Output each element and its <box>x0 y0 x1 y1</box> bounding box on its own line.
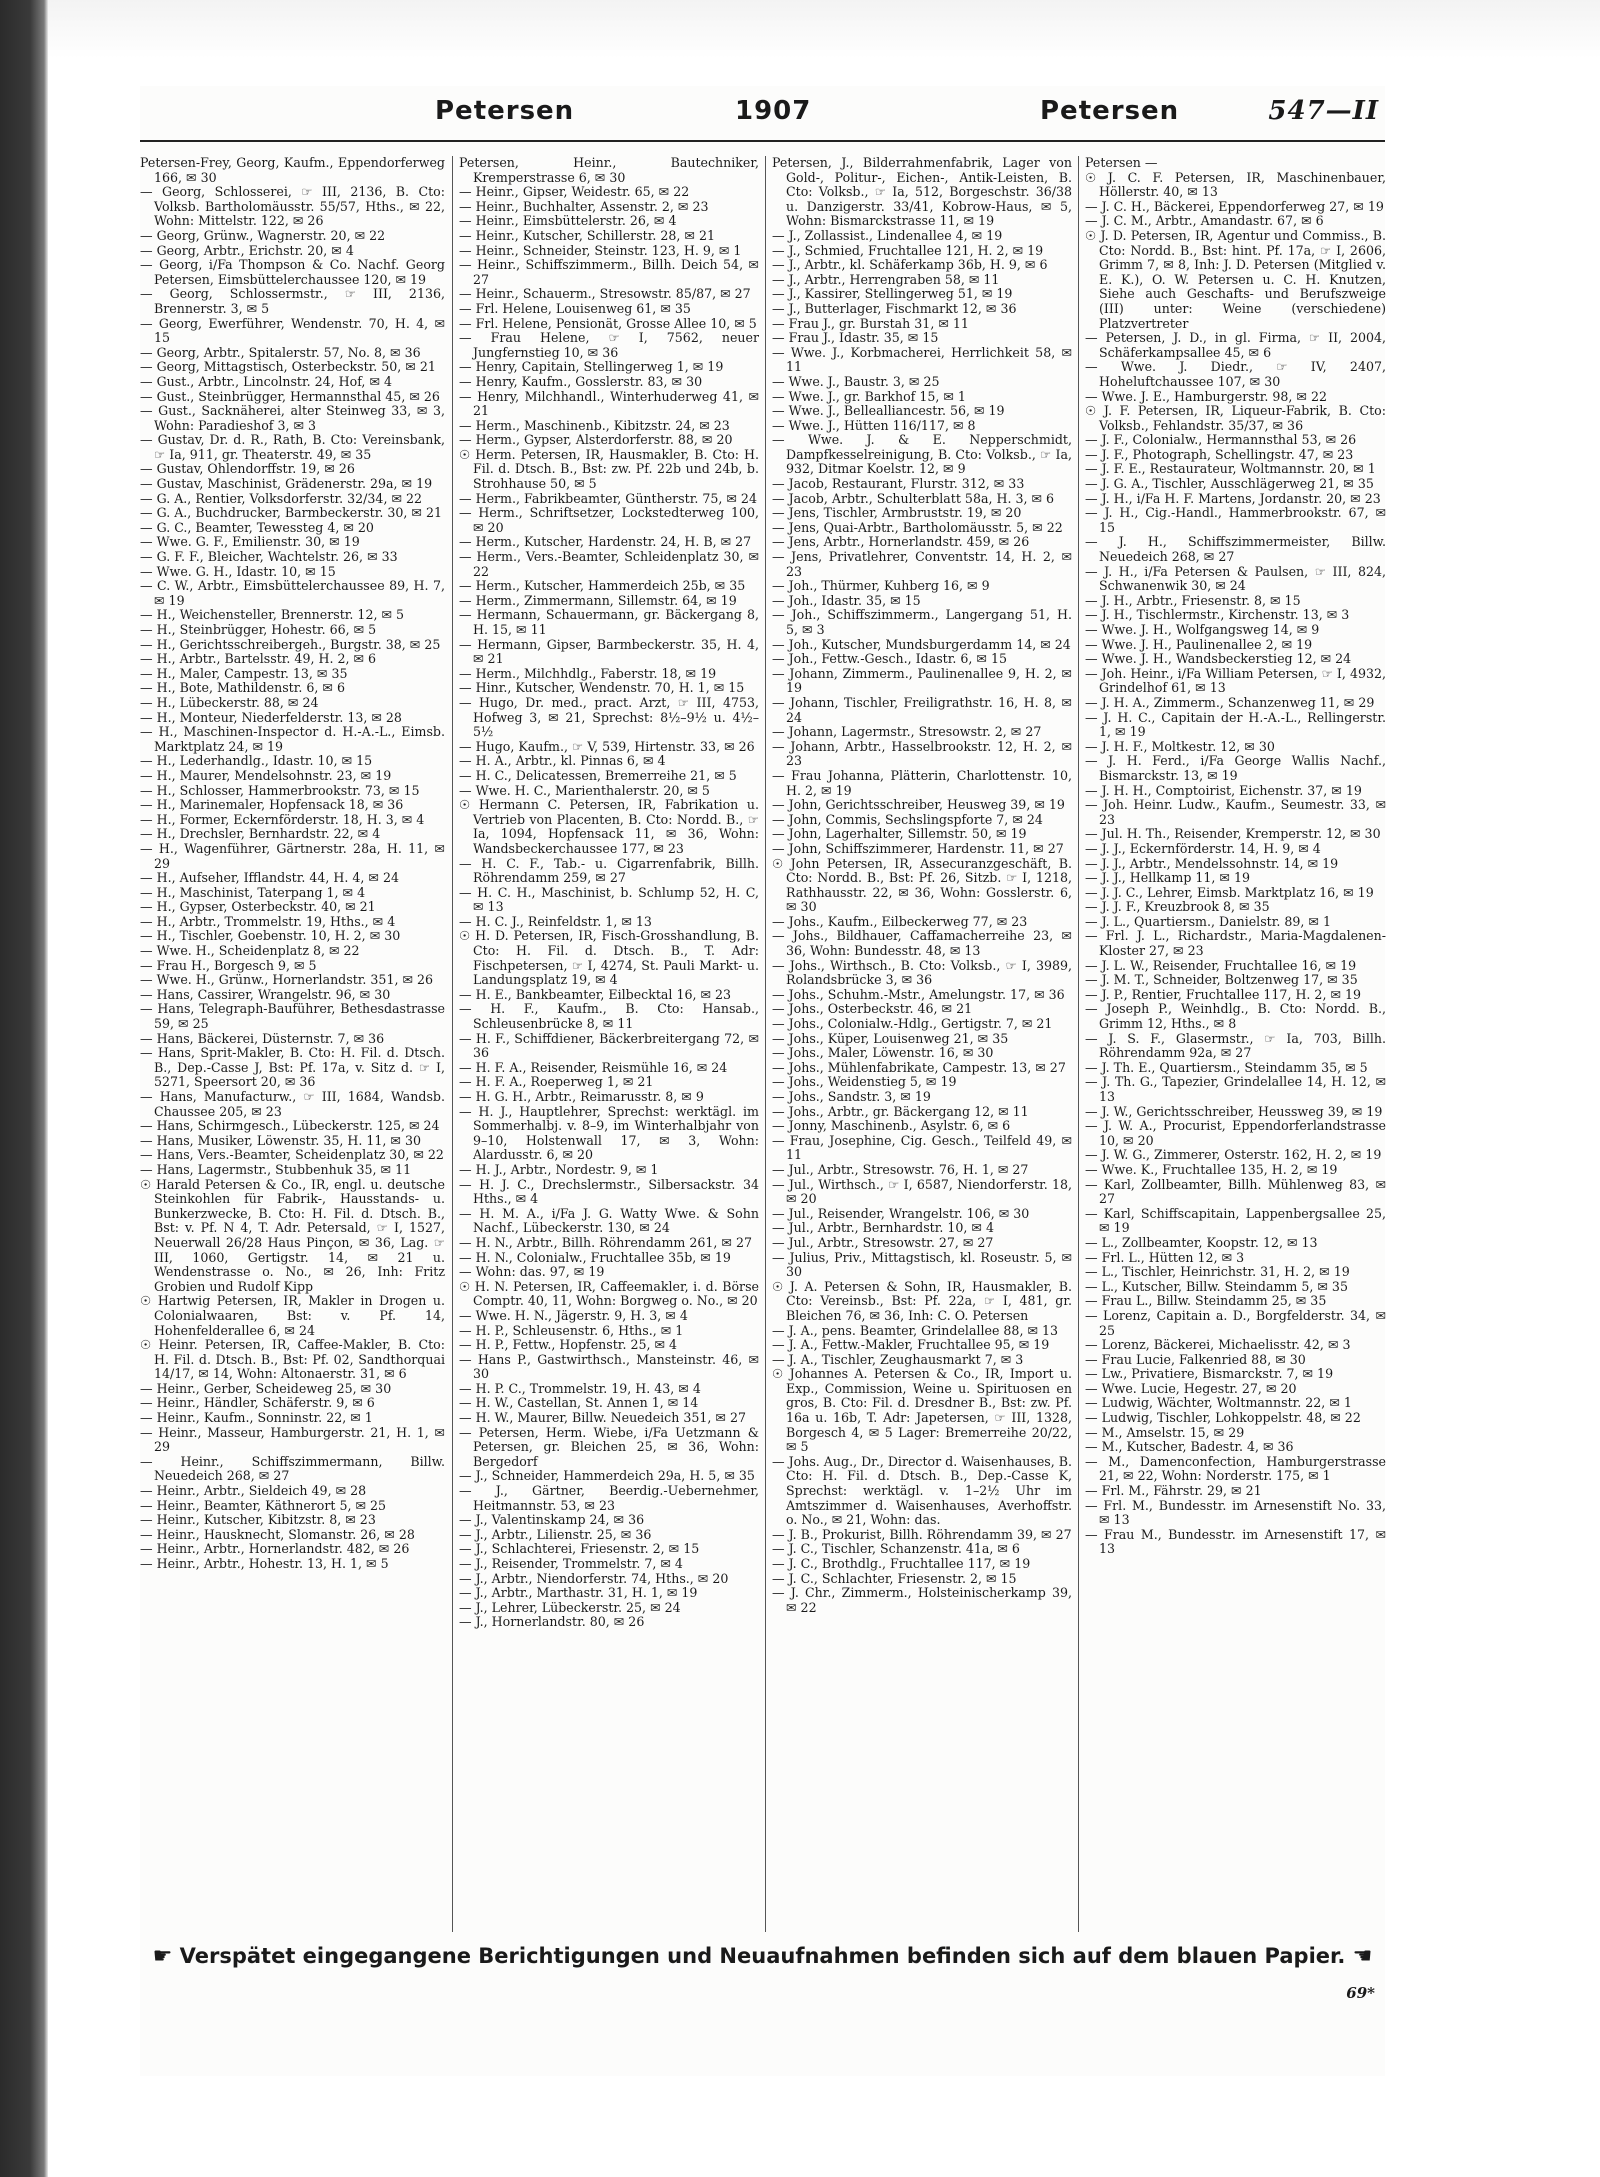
directory-entry: — Hans, Vers.-Beamter, Scheidenplatz 30, ✉ 22 <box>140 1147 444 1163</box>
directory-entry: — Johs., Schuhm.-Mstr., Amelungstr. 17, ✉ 36 <box>772 986 1065 1002</box>
directory-entry: — Gustav, Ohlendorffstr. 19, ✉ 26 <box>140 461 355 477</box>
directory-entry: — H. N., Arbtr., Billh. Röhrendamm 261, ✉ 27 <box>459 1234 752 1250</box>
directory-entry: — Joh., Thürmer, Kuhberg 16, ✉ 9 <box>772 578 990 594</box>
directory-entry: — Heinr., Händler, Schäferstr. 9, ✉ 6 <box>140 1395 375 1411</box>
directory-entry: — Herm., Kutscher, Hammerdeich 25b, ✉ 35 <box>459 578 746 594</box>
directory-entry: — J. H. F., Moltkestr. 12, ✉ 30 <box>1085 738 1275 754</box>
directory-entry: — J. W. A., Procurist, Eppendorferlandstrasse 10, ✉ 20 <box>1085 1118 1386 1148</box>
directory-entry: — J. W. G., Zimmerer, Osterstr. 162, H. 2, ✉ 19 <box>1085 1147 1382 1163</box>
directory-entry: — Georg, i/Fa Thompson & Co. Nachf. Georg Petersen, Eimsbüttelerchaussee 120, ✉ 19 <box>140 257 445 287</box>
column-head-entry: Petersen — <box>1085 156 1158 170</box>
directory-entry: — Georg, Ewerführer, Wendenstr. 70, H. 4, ✉ 15 <box>140 315 445 346</box>
directory-entry: — Wwe. H., Scheidenplatz 8, ✉ 22 <box>140 943 360 959</box>
directory-entry: — J. L., Quartiersm., Danielstr. 89, ✉ 1 <box>1085 913 1331 929</box>
directory-column-4 <box>1078 156 1386 1932</box>
directory-entry: — Wwe. K., Fruchtallee 135, H. 2, ✉ 19 <box>1085 1161 1338 1177</box>
directory-entry: — Joh., Fettw.-Gesch., Idastr. 6, ✉ 15 <box>772 651 1007 667</box>
directory-entry: — H. J., Arbtr., Nordestr. 9, ✉ 1 <box>459 1161 659 1177</box>
directory-entry: — Heinr., Schauerm., Stresowstr. 85/87, ✉ 27 <box>459 286 751 302</box>
directory-entry: — Frau M., Bundesstr. im Arnesenstift 17, ✉ 13 <box>1085 1526 1386 1557</box>
directory-entry: — Georg, Mittagstisch, Osterbeckstr. 50, ✉ 21 <box>140 359 436 375</box>
directory-entry: — Hinr., Kutscher, Wendenstr. 70, H. 1, ✉ 15 <box>459 680 745 696</box>
directory-entry: — Jens, Tischler, Armbruststr. 19, ✉ 20 <box>772 505 1022 521</box>
directory-entry: ☉ J. F. Petersen, IR, Liqueur-Fabrik, B. Cto: Volksb., Fehlandstr. 35/37, ✉ 36 <box>1085 403 1386 433</box>
directory-entry: — G. A., Buchdrucker, Barmbeckerstr. 30, ✉ 21 <box>140 505 442 521</box>
directory-entry: — Heinr., Arbtr., Hornerlandstr. 482, ✉ 26 <box>140 1541 410 1557</box>
directory-column-1 <box>140 156 445 1932</box>
directory-entry: — Johs., Mühlenfabrikate, Campestr. 13, ✉ 27 <box>772 1059 1066 1075</box>
column-head-entry: Petersen-Frey, Georg, Kaufm., Eppendorferweg 166, ✉ 30 <box>140 156 445 185</box>
directory-entry: — John, Gerichtsschreiber, Heusweg 39, ✉ 19 <box>772 797 1065 813</box>
directory-entry: — Georg, Arbtr., Erichstr. 20, ✉ 4 <box>140 242 354 258</box>
directory-entry: — H. P., Schleusenstr. 6, Hths., ✉ 1 <box>459 1322 684 1338</box>
directory-entry: — Heinr., Kutscher, Schillerstr. 28, ✉ 21 <box>459 227 715 243</box>
directory-entry: — H. P. C., Trommelstr. 19, H. 43, ✉ 4 <box>459 1380 701 1396</box>
directory-column-2 <box>452 156 759 1932</box>
directory-entry: — J. H., Arbtr., Friesenstr. 8, ✉ 15 <box>1085 592 1301 608</box>
directory-entry: — Frau J., gr. Burstah 31, ✉ 11 <box>772 315 969 331</box>
directory-entry: — Johs., Wirthsch., B. Cto: Volksb., ☞ I, 3989, Rolandsbrücke 3, ✉ 36 <box>772 957 1072 988</box>
directory-entry: — Frau Johanna, Plätterin, Charlottenstr. 10, H. 2, ✉ 19 <box>772 767 1072 798</box>
directory-entry: — Lw., Privatiere, Bismarckstr. 7, ✉ 19 <box>1085 1366 1334 1382</box>
directory-entry: — J. J., Hellkamp 11, ✉ 19 <box>1085 870 1251 886</box>
directory-entry: — Wwe. J. H., Wandsbeckerstieg 12, ✉ 24 <box>1085 651 1352 667</box>
directory-entry: — H. E., Bankbeamter, Eilbecktal 16, ✉ 23 <box>459 986 732 1002</box>
directory-entry: — J. H., Schiffszimmermeister, Billw. Neuedeich 268, ✉ 27 <box>1085 534 1386 565</box>
directory-entry: — H. F. A., Reisender, Reismühle 16, ✉ 24 <box>459 1059 728 1075</box>
directory-entry: — Lorenz, Capitain a. D., Borgfelderstr. 34, ✉ 25 <box>1085 1307 1386 1338</box>
directory-entry: — Heinr., Gerber, Scheideweg 25, ✉ 30 <box>140 1380 392 1396</box>
directory-entry: — Georg, Grünw., Wagnerstr. 20, ✉ 22 <box>140 227 386 243</box>
directory-entry: — Johann, Zimmerm., Paulinenallee 9, H. 2, ✉ 19 <box>772 665 1072 696</box>
directory-entry: — Hugo, Kaufm., ☞ V, 539, Hirtenstr. 33, ✉ 26 <box>459 738 755 754</box>
pointing-hand-icon: ☛ <box>152 1944 173 1969</box>
directory-entry: — J., Lehrer, Lübeckerstr. 25, ✉ 24 <box>459 1599 681 1615</box>
directory-entry: — Herm., Zimmermann, Sillemstr. 64, ✉ 19 <box>459 592 737 608</box>
directory-entry: — J., Hornerlandstr. 80, ✉ 26 <box>459 1614 645 1630</box>
directory-entry: — Herm., Fabrikbeamter, Güntherstr. 75, ✉ 24 <box>459 490 757 506</box>
directory-entry: — Johs., Bildhauer, Caffamacherreihe 23, ✉ 36, Wohn: Bundesstr. 48, ✉ 13 <box>772 928 1072 959</box>
directory-entry: — Petersen, J. D., in gl. Firma, ☞ II, 2004, Schäferkampsallee 45, ✉ 6 <box>1085 330 1386 360</box>
directory-entry: — Wwe. J., Bellealliancestr. 56, ✉ 19 <box>772 403 1005 419</box>
directory-entry: — Herm., Kutscher, Hardenstr. 24, H. B, ✉ 27 <box>459 534 752 550</box>
directory-entry: — Jul. H. Th., Reisender, Kremperstr. 12, ✉ 30 <box>1085 826 1381 842</box>
directory-entry: ☉ J. D. Petersen, IR, Agentur und Commiss., B. Cto: Nordd. B., Bst: hint. Pf. 17a, ☞ I, 2606, Grimm 7, ✉ 8, Inh: J. D. Petersen (Mitglied v. E. K.), O. W. Petersen u. C. H. Knutzen, Siehe auch Geschafts- und Berufszweige (III) unter: Weine (verschiedene) Platzvertreter <box>1085 227 1386 331</box>
directory-entry: — J., Arbtr., Lilienstr. 25, ✉ 36 <box>459 1526 652 1542</box>
directory-entry: — H., Arbtr., Trommelstr. 19, Hths., ✉ 4 <box>140 913 396 929</box>
directory-entry: — Wwe. J. H., Wolfgangsweg 14, ✉ 9 <box>1085 622 1320 637</box>
directory-entry: — Johann, Arbtr., Hasselbrookstr. 12, H. 2, ✉ 23 <box>772 738 1072 769</box>
directory-entry: — Johs., Osterbeckstr. 46, ✉ 21 <box>772 1001 973 1017</box>
directory-entry: — Jens, Quai-Arbtr., Bartholomäusstr. 5, ✉ 22 <box>772 519 1063 535</box>
directory-entry: — Wwe. J., Hütten 116/117, ✉ 8 <box>772 417 976 433</box>
directory-entry: — Wwe. J., Baustr. 3, ✉ 25 <box>772 373 940 389</box>
directory-entry: — Heinr., Gipser, Weidestr. 65, ✉ 22 <box>459 184 690 200</box>
directory-entry: — Jul., Arbtr., Stresowstr. 76, H. 1, ✉ 27 <box>772 1161 1029 1177</box>
header-right-name: Petersen <box>1040 96 1180 126</box>
directory-entry: — G. C., Beamter, Tewessteg 4, ✉ 20 <box>140 519 374 535</box>
directory-entry: — H. M. A., i/Fa J. G. Watty Wwe. & Sohn Nachf., Lübeckerstr. 130, ✉ 24 <box>459 1205 759 1236</box>
directory-entry: — Herm., Milchhdlg., Faberstr. 18, ✉ 19 <box>459 665 717 681</box>
directory-columns <box>140 156 1385 1932</box>
directory-entry: — Henry, Capitain, Stellingerweg 1, ✉ 19 <box>459 359 724 375</box>
directory-entry: — J. F., Photograph, Schellingstr. 47, ✉ 23 <box>1085 446 1354 462</box>
directory-entry: — Frl. M., Bundesstr. im Arnesenstift No. 33, ✉ 13 <box>1085 1497 1386 1528</box>
directory-entry: — H. C. J., Reinfeldstr. 1, ✉ 13 <box>459 913 652 929</box>
directory-entry: — Wwe. J. E., Hamburgerstr. 98, ✉ 22 <box>1085 388 1327 404</box>
directory-entry: — Johs., Küper, Louisenweg 21, ✉ 35 <box>772 1030 1009 1046</box>
directory-entry: — Georg, Arbtr., Spitalerstr. 57, No. 8, ✉ 36 <box>140 344 421 360</box>
directory-entry: — Heinr., Schiffszimmermann, Billw. Neuedeich 268, ✉ 27 <box>140 1453 445 1484</box>
directory-entry: — Heinr., Schneider, Steinstr. 123, H. 9, ✉ 1 <box>459 242 742 258</box>
directory-entry: — J., Arbtr., kl. Schäferkamp 36b, H. 9, ✉ 6 <box>772 257 1048 273</box>
directory-entry: — Georg, Schlossermstr., ☞ III, 2136, Brennerstr. 3, ✉ 5 <box>140 286 445 316</box>
directory-entry: — Frau, Josephine, Cig. Gesch., Teilfeld 49, ✉ 11 <box>772 1132 1072 1163</box>
directory-entry: — Heinr., Buchhalter, Assenstr. 2, ✉ 23 <box>459 198 709 214</box>
directory-entry: — J., Butterlager, Fischmarkt 12, ✉ 36 <box>772 300 1017 316</box>
directory-entry: — J. H. C., Capitain der H.-A.-L., Rellingerstr. 1, ✉ 19 <box>1085 709 1386 740</box>
directory-entry: — H., Maler, Campestr. 13, ✉ 35 <box>140 665 348 681</box>
directory-entry: — Wwe. J., Korbmacherei, Herrlichkeit 58, ✉ 11 <box>772 344 1072 375</box>
directory-entry: — J. J., Arbtr., Mendelssohnstr. 14, ✉ 19 <box>1085 855 1339 871</box>
directory-entry: — Heinr., Kutscher, Kibitzstr. 8, ✉ 23 <box>140 1512 376 1528</box>
directory-entry: — H., Bote, Mathildenstr. 6, ✉ 6 <box>140 680 345 696</box>
directory-entry: ☉ Heinr. Petersen, IR, Caffee-Makler, B. Cto: H. Fil. d. Dtsch. B., Bst: Pf. 02, Sandthorquai 14/17, ✉ 14, Wohn: Altonaerstr. 31, ✉ 6 <box>140 1337 445 1382</box>
directory-entry: — H., Maschinist, Taterpang 1, ✉ 4 <box>140 884 366 900</box>
directory-entry: ☉ J. C. F. Petersen, IR, Maschinenbauer, Höllerstr. 40, ✉ 13 <box>1085 169 1386 200</box>
directory-entry: — Frau J., Idastr. 35, ✉ 15 <box>772 330 939 346</box>
directory-entry: ☉ H. D. Petersen, IR, Fisch-Grosshandlung, B. Cto: H. Fil. d. Dtsch. B., T. Adr: Fischpetersen, ☞ I, 4274, St. Pauli Markt- u. Landungsplatz 19, ✉ 4 <box>459 928 759 988</box>
directory-entry: — J. M. T., Schneider, Boltzenweg 17, ✉ 35 <box>1085 972 1358 988</box>
directory-entry: — Wwe. H., Grünw., Hornerlandstr. 351, ✉ 26 <box>140 972 434 988</box>
directory-entry: — M., Kutscher, Badestr. 4, ✉ 36 <box>1085 1439 1294 1455</box>
directory-entry: — H., Schlosser, Hammerbrookstr. 73, ✉ 15 <box>140 782 420 798</box>
directory-entry: — Henry, Kaufm., Gosslerstr. 83, ✉ 30 <box>459 373 703 389</box>
directory-entry: — H. F., Schiffdiener, Bäckerbreitergang 72, ✉ 36 <box>459 1030 759 1061</box>
directory-entry: — Petersen, Herm. Wiebe, i/Fa Uetzmann & Petersen, gr. Bleichen 25, ✉ 36, Wohn: Bergedorf <box>459 1424 759 1469</box>
directory-entry: — Joh. Heinr. Ludw., Kaufm., Seumestr. 33, ✉ 23 <box>1085 797 1386 827</box>
directory-entry: — John, Commis, Sechslingspforte 7, ✉ 24 <box>772 811 1043 827</box>
directory-entry: — L., Zollbeamter, Koopstr. 12, ✉ 13 <box>1085 1234 1318 1250</box>
directory-entry: — C. W., Arbtr., Eimsbüttelerchaussee 89, H. 7, ✉ 19 <box>140 578 445 608</box>
directory-entry: — G. F. F., Bleicher, Wachtelstr. 26, ✉ 33 <box>140 549 398 565</box>
directory-entry: — J. C., Brothdlg., Fruchtallee 117, ✉ 19 <box>772 1556 1031 1571</box>
directory-entry: — Wwe. J., gr. Barkhof 15, ✉ 1 <box>772 388 966 404</box>
directory-entry: — Johs., Colonialw.-Hdlg., Gertigstr. 7, ✉ 21 <box>772 1016 1053 1032</box>
directory-entry: — Herm., Gypser, Alsterdorferstr. 88, ✉ 20 <box>459 432 733 448</box>
directory-entry: — J., Reisender, Trommelstr. 7, ✉ 4 <box>459 1556 683 1571</box>
directory-entry: — Joseph P., Weinhdlg., B. Cto: Nordd. B., Grimm 12, Hths., ✉ 8 <box>1085 1001 1386 1032</box>
header-page-number: 547—II <box>1268 96 1379 126</box>
directory-entry: — Frl. L., Hütten 12, ✉ 3 <box>1085 1249 1245 1265</box>
directory-entry: — Hans, Schirmgesch., Lübeckerstr. 125, ✉ 24 <box>140 1118 440 1134</box>
directory-entry: — Frl. M., Fährstr. 29, ✉ 21 <box>1085 1483 1262 1499</box>
directory-entry: — Wwe. J. & E. Nepperschmidt, Dampfkesselreinigung, B. Cto: Volksb., ☞ Ia, 932, Ditmar Koelstr. 12, ✉ 9 <box>772 432 1072 477</box>
directory-entry: — Hans, Telegraph-Bauführer, Bethesdastrasse 59, ✉ 25 <box>140 1001 445 1032</box>
directory-entry: — H., Maurer, Mendelsohnstr. 23, ✉ 19 <box>140 767 392 783</box>
directory-entry: — Hermann, Schauermann, gr. Bäckergang 8, H. 15, ✉ 11 <box>459 607 759 637</box>
directory-page <box>140 86 1385 2076</box>
directory-entry: — Heinr., Schiffszimmerm., Billh. Deich 54, ✉ 27 <box>459 257 759 287</box>
directory-entry: — Jens, Privatlehrer, Conventstr. 14, H. 2, ✉ 23 <box>772 549 1072 579</box>
directory-entry: — Gust., Steinbrügger, Hermannsthal 45, ✉ 26 <box>140 388 440 404</box>
directory-entry: — H., Weichensteller, Brennerstr. 12, ✉ 5 <box>140 607 405 623</box>
directory-entry: — Joh. Heinr., i/Fa William Petersen, ☞ I, 4932, Grindelhof 61, ✉ 13 <box>1085 665 1386 696</box>
directory-entry: — H., Monteur, Niederfelderstr. 13, ✉ 28 <box>140 709 402 725</box>
directory-column-3 <box>765 156 1072 1932</box>
directory-entry: — Jens, Arbtr., Hornerlandstr. 459, ✉ 26 <box>772 534 1030 550</box>
directory-entry: — J. H. A., Zimmerm., Schanzenweg 11, ✉ 29 <box>1085 694 1375 710</box>
directory-entry: — H. W., Maurer, Billw. Neuedeich 351, ✉ 27 <box>459 1410 746 1426</box>
directory-entry: — Johs. Aug., Dr., Director d. Waisenhauses, B. Cto: H. Fil. d. Dtsch. B., Dep.-Casse K, Sprechst: werktägl. v. 1–2½ Uhr im Amtszimmer d. Waisenhauses, Averhoffstr. o. No., ✉ 21, Wohn: das. <box>772 1453 1072 1528</box>
column-head-entry: Petersen, Heinr., Bautechniker, Kremperstrasse 6, ✉ 30 <box>459 156 759 185</box>
directory-entry: — Johs., Arbtr., gr. Bäckergang 12, ✉ 11 <box>772 1103 1029 1119</box>
directory-entry: — Hans, Musiker, Löwenstr. 35, H. 11, ✉ 30 <box>140 1132 421 1148</box>
directory-entry: — Heinr., Arbtr., Hohestr. 13, H. 1, ✉ 5 <box>140 1556 389 1571</box>
directory-entry: — J. A., Fettw.-Makler, Fruchtallee 95, ✉ 19 <box>772 1337 1050 1353</box>
directory-entry: — Wohn: das. 97, ✉ 19 <box>459 1264 605 1280</box>
directory-entry: — J. H., i/Fa H. F. Martens, Jordanstr. 20, ✉ 23 <box>1085 490 1381 506</box>
directory-entry: — Henry, Milchhandl., Winterhuderweg 41, ✉ 21 <box>459 388 759 419</box>
directory-entry: — Joh., Kutscher, Mundsburgerdamm 14, ✉ 24 <box>772 636 1071 652</box>
directory-entry: — H. N., Colonialw., Fruchtallee 35b, ✉ 19 <box>459 1249 731 1265</box>
directory-entry: — Heinr., Kaufm., Sonninstr. 22, ✉ 1 <box>140 1410 373 1426</box>
directory-entry: ☉ Harald Petersen & Co., IR, engl. u. deutsche Steinkohlen für Fabrik-, Hausstands- u. Bunkerzwecke, B. Cto: H. Fil. d. Dtsch. B., Bst: v. Pf. N 4, T. Adr. Petersald, ☞ I, 1527, Neuerwall 26/28 Haus Pinçon, ✉ 36, Lag. ☞ III, 1060, Gertigstr. 14, ✉ 21 u. Wendenstrasse o. No., ✉ 26, Inh: Fritz Grobien und Rudolf Kipp <box>140 1176 445 1294</box>
directory-entry: — Gustav, Maschinist, Grädenerstr. 29a, ✉ 19 <box>140 476 433 492</box>
directory-entry: — H., Wagenführer, Gärtnerstr. 28a, H. 11, ✉ 29 <box>140 840 445 871</box>
directory-entry: — H., Drechsler, Bernhardstr. 22, ✉ 4 <box>140 826 381 842</box>
directory-entry: — J. H., i/Fa Petersen & Paulsen, ☞ III, 824, Schwanenwik 30, ✉ 24 <box>1085 563 1386 594</box>
header-left-name: Petersen <box>435 96 575 126</box>
directory-entry: — Wwe. J. H., Paulinenallee 2, ✉ 19 <box>1085 636 1313 652</box>
directory-entry: — Georg, Schlosserei, ☞ III, 2136, B. Cto: Volksb. Bartholomäusstr. 55/57, Hths., ✉ 22, Wohn: Mittelstr. 122, ✉ 26 <box>140 184 445 229</box>
directory-entry: — J. Chr., Zimmerm., Holsteinischerkamp 39, ✉ 22 <box>772 1585 1072 1615</box>
directory-entry: — J. Th. E., Quartiersm., Steindamm 35, ✉ 5 <box>1085 1059 1368 1075</box>
directory-entry: — J. A., pens. Beamter, Grindelallee 88, ✉ 13 <box>772 1322 1059 1338</box>
directory-entry: — J. L. W., Reisender, Fruchtallee 16, ✉ 19 <box>1085 957 1357 973</box>
directory-entry: — Wwe. G. H., Idastr. 10, ✉ 15 <box>140 563 336 579</box>
directory-entry: — H. C. H., Maschinist, b. Schlump 52, H. C, ✉ 13 <box>459 884 759 915</box>
directory-entry: ☉ Herm. Petersen, IR, Hausmakler, B. Cto: H. Fil. d. Dtsch. B., Bst: zw. Pf. 22b und 24b, b. Strohhause 50, ✉ 5 <box>459 446 759 492</box>
directory-entry: ☉ Hartwig Petersen, IR, Makler in Drogen u. Colonialwaaren, Bst: v. Pf. 14, Hohenfelderallee 6, ✉ 24 <box>140 1293 445 1338</box>
directory-entry: — Johs., Kaufm., Eilbeckerweg 77, ✉ 23 <box>772 913 1028 929</box>
directory-entry: — J., Schneider, Hammerdeich 29a, H. 5, ✉ 35 <box>459 1468 755 1484</box>
directory-entry: — H., Former, Eckernförderstr. 18, H. 3, ✉ 4 <box>140 811 425 827</box>
directory-entry: — L., Kutscher, Billw. Steindamm 5, ✉ 35 <box>1085 1278 1348 1294</box>
directory-entry: — J. H., Cig.-Handl., Hammerbrookstr. 67, ✉ 15 <box>1085 505 1386 535</box>
directory-entry: — H., Gypser, Osterbeckstr. 40, ✉ 21 <box>140 899 376 915</box>
directory-entry: — Jacob, Restaurant, Flurstr. 312, ✉ 33 <box>772 476 1025 492</box>
directory-entry: — H., Arbtr., Bartelsstr. 49, H. 2, ✉ 6 <box>140 651 377 667</box>
directory-entry: — Frau Lucie, Falkenried 88, ✉ 30 <box>1085 1351 1306 1367</box>
directory-entry: — J. W., Gerichtsschreiber, Heussweg 39, ✉ 19 <box>1085 1103 1383 1119</box>
header-year: 1907 <box>735 96 812 126</box>
directory-entry: — J., Arbtr., Niendorferstr. 74, Hths., ✉ 20 <box>459 1570 729 1586</box>
directory-entry: — J., Valentinskamp 24, ✉ 36 <box>459 1512 645 1528</box>
directory-entry: — H., Lederhandlg., Idastr. 10, ✉ 15 <box>140 753 373 769</box>
directory-entry: — J. C. H., Bäckerei, Eppendorferweg 27, ✉ 19 <box>1085 198 1384 214</box>
directory-entry: — G. A., Rentier, Volksdorferstr. 32/34, ✉ 22 <box>140 490 423 506</box>
pointing-hand-left-icon: ☚ <box>1352 1944 1373 1969</box>
directory-entry: — H. A., Arbtr., kl. Pinnas 6, ✉ 4 <box>459 753 666 769</box>
directory-entry: — Johann, Tischler, Freiligrathstr. 16, H. 8, ✉ 24 <box>772 694 1072 725</box>
directory-entry: — Jul., Arbtr., Bernhardstr. 10, ✉ 4 <box>772 1220 994 1236</box>
directory-entry: — J. F., Colonialw., Hermannsthal 53, ✉ 26 <box>1085 432 1357 448</box>
directory-entry: — Jul., Wirthsch., ☞ I, 6587, Niendorferstr. 18, ✉ 20 <box>772 1176 1072 1207</box>
directory-entry: — L., Tischler, Heinrichstr. 31, H. 2, ✉ 19 <box>1085 1264 1350 1280</box>
directory-entry: — Hans, Sprit-Makler, B. Cto: H. Fil. d. Dtsch. B., Dep.-Casse J, Bst: Pf. 17a, v. Sitz d. ☞ I, 5271, Speersort 20, ✉ 36 <box>140 1045 445 1090</box>
directory-entry: — M., Amselstr. 15, ✉ 29 <box>1085 1424 1245 1440</box>
directory-entry: — Hans, Lagermstr., Stubbenhuk 35, ✉ 11 <box>140 1161 412 1177</box>
late-entries-text: Verspätet eingegangene Berichtigungen und Neuaufnahmen befinden sich auf dem blauen Papier. <box>179 1944 1346 1968</box>
directory-entry: — Hermann, Gipser, Barmbeckerstr. 35, H. 4, ✉ 21 <box>459 636 759 667</box>
directory-entry: — J. Th. G., Tapezier, Grindelallee 14, H. 12, ✉ 13 <box>1085 1074 1386 1104</box>
directory-entry: — J. J. C., Lehrer, Eimsb. Marktplatz 16, ✉ 19 <box>1085 884 1374 900</box>
directory-entry: — Gust., Arbtr., Lincolnstr. 24, Hof, ✉ 4 <box>140 373 393 389</box>
directory-entry: — Heinr., Beamter, Käthnerort 5, ✉ 25 <box>140 1497 387 1513</box>
directory-entry: — Julius, Priv., Mittagstisch, kl. Roseustr. 5, ✉ 30 <box>772 1249 1072 1280</box>
directory-entry: — M., Damenconfection, Hamburgerstrasse 21, ✉ 22, Wohn: Norderstr. 175, ✉ 1 <box>1085 1453 1386 1484</box>
directory-entry: — Joh., Schiffszimmerm., Langergang 51, H. 5, ✉ 3 <box>772 607 1072 637</box>
directory-entry: — J. C., Schlachter, Friesenstr. 2, ✉ 15 <box>772 1570 1017 1586</box>
directory-entry: — Karl, Zollbeamter, Billh. Mühlenweg 83, ✉ 27 <box>1085 1176 1386 1207</box>
directory-entry: — J., Arbtr., Herrengraben 58, ✉ 11 <box>772 271 1000 287</box>
directory-entry: — J. G. A., Tischler, Ausschlägerweg 21, ✉ 35 <box>1085 476 1374 492</box>
directory-entry: — Lorenz, Bäckerei, Michaelisstr. 42, ✉ 3 <box>1085 1337 1351 1353</box>
directory-entry: — Heinr., Eimsbüttelerstr. 26, ✉ 4 <box>459 213 677 229</box>
directory-entry: — J. S. F., Glasermstr., ☞ Ia, 703, Billh. Röhrendamm 92a, ✉ 27 <box>1085 1030 1386 1061</box>
directory-entry: — H., Maschinen-Inspector d. H.-A.-L., Eimsb. Marktplatz 24, ✉ 19 <box>140 724 445 754</box>
directory-entry: — Hans, Bäckerei, Düsternstr. 7, ✉ 36 <box>140 1030 385 1046</box>
directory-entry: — Jul., Arbtr., Stresowstr. 27, ✉ 27 <box>772 1234 994 1250</box>
directory-entry: — J., Schlachterei, Friesenstr. 2, ✉ 15 <box>459 1541 700 1557</box>
directory-entry: — Gust., Sacknäherei, alter Steinweg 33, ✉ 3, Wohn: Paradieshof 3, ✉ 3 <box>140 403 445 433</box>
directory-entry: — H. W., Castellan, St. Annen 1, ✉ 14 <box>459 1395 699 1411</box>
directory-entry: — Hans, Manufacturw., ☞ III, 1684, Wandsb. Chaussee 205, ✉ 23 <box>140 1089 445 1119</box>
directory-entry: — Jacob, Arbtr., Schulterblatt 58a, H. 3, ✉ 6 <box>772 490 1055 506</box>
directory-entry: — H. C. F., Tab.- u. Cigarrenfabrik, Billh. Röhrendamm 259, ✉ 27 <box>459 855 759 886</box>
directory-entry: — Frl. Helene, Louisenweg 61, ✉ 35 <box>459 300 691 316</box>
directory-entry: — Johs., Weidenstieg 5, ✉ 19 <box>772 1074 957 1090</box>
directory-entry: — H., Lübeckerstr. 88, ✉ 24 <box>140 694 319 710</box>
directory-entry: ☉ J. A. Petersen & Sohn, IR, Hausmakler, B. Cto: Vereinsb., Bst: Pf. 22a, ☞ I, 481, gr. Bleichen 76, ✉ 36, Inh: C. O. Petersen <box>772 1278 1072 1323</box>
directory-entry: ☉ H. N. Petersen, IR, Caffeemakler, i. d. Börse Comptr. 40, 11, Wohn: Borgweg o. No., ✉ 20 <box>459 1278 759 1309</box>
directory-entry: — Jul., Reisender, Wrangelstr. 106, ✉ 30 <box>772 1205 1030 1221</box>
directory-entry: — Wwe. H. N., Jägerstr. 9, H. 3, ✉ 4 <box>459 1307 688 1323</box>
directory-entry: — Joh., Idastr. 35, ✉ 15 <box>772 592 921 608</box>
directory-entry: — Hans, Cassirer, Wrangelstr. 96, ✉ 30 <box>140 986 391 1002</box>
directory-entry: — Wwe. Lucie, Hegestr. 27, ✉ 20 <box>1085 1380 1297 1396</box>
directory-entry: ☉ Hermann C. Petersen, IR, Fabrikation u. Vertrieb von Placenten, B. Cto: Nordd. B., ☞ Ia, 1094, Hopfensack 11, ✉ 36, Wohn: Wandsbeckerchaussee 177, ✉ 23 <box>459 797 759 856</box>
directory-entry: — J. P., Rentier, Fruchtallee 117, H. 2, ✉ 19 <box>1085 986 1362 1002</box>
directory-entry: — J. F. E., Restaurateur, Woltmannstr. 20, ✉ 1 <box>1085 461 1376 477</box>
directory-entry: — Frau H., Borgesch 9, ✉ 5 <box>140 957 317 973</box>
directory-entry: — J., Kassirer, Stellingerweg 51, ✉ 19 <box>772 286 1013 302</box>
directory-entry: — H. G. H., Arbtr., Reimarusstr. 8, ✉ 9 <box>459 1089 704 1104</box>
late-entries-notice <box>140 1944 1385 1969</box>
directory-entry: — H. F. A., Roeperweg 1, ✉ 21 <box>459 1074 654 1090</box>
directory-entry: — Ludwig, Tischler, Lohkoppelstr. 48, ✉ 22 <box>1085 1410 1361 1426</box>
directory-entry: — Frl. Helene, Pensionät, Grosse Allee 10, ✉ 5 <box>459 315 757 331</box>
directory-entry: — Johann, Lagermstr., Stresowstr. 2, ✉ 27 <box>772 724 1042 740</box>
directory-entry: — H. C., Delicatessen, Bremerreihe 21, ✉ 5 <box>459 767 737 783</box>
directory-entry: — Herm., Maschinenb., Kibitzstr. 24, ✉ 23 <box>459 417 730 433</box>
directory-entry: — J. C., Tischler, Schanzenstr. 41a, ✉ 6 <box>772 1541 1020 1557</box>
directory-entry: — Karl, Schiffscapitain, Lappenbergsallee 25, ✉ 19 <box>1085 1205 1386 1236</box>
directory-entry: — Heinr., Hausknecht, Slomanstr. 26, ✉ 28 <box>140 1526 415 1542</box>
sheet-mark: 69* <box>1346 1984 1375 2002</box>
directory-entry: — Johs., Maler, Löwenstr. 16, ✉ 30 <box>772 1045 994 1061</box>
directory-entry: — J. B., Prokurist, Billh. Röhrendamm 39, ✉ 27 <box>772 1526 1072 1542</box>
directory-entry: — H., Gerichtsschreibergeh., Burgstr. 38, ✉ 25 <box>140 636 441 652</box>
directory-entry: ☉ John Petersen, IR, Assecuranzgeschäft, B. Cto: Nordd. B., Bst: Pf. 26, Sitzb. ☞ I, 1218, Rathhausstr. 22, ✉ 36, Wohn: Gosslerstr. 6, ✉ 30 <box>772 855 1072 915</box>
directory-entry: — John, Lagerhalter, Sillemstr. 50, ✉ 19 <box>772 826 1027 842</box>
directory-entry: — J. H., Tischlermstr., Kirchenstr. 13, ✉ 3 <box>1085 607 1350 623</box>
directory-entry: — H. J., Hauptlehrer, Sprechst: werktägl. im Sommerhalbj. v. 8–9, im Winterhalbjahr von 9–10, Holstenwall 17, ✉ 3, Wohn: Alardusstr. 6, ✉ 20 <box>459 1103 759 1163</box>
directory-entry: — J., Arbtr., Marthastr. 31, H. 1, ✉ 19 <box>459 1585 698 1601</box>
directory-entry: — J., Gärtner, Beerdig.-Uebernehmer, Heitmannstr. 53, ✉ 23 <box>459 1483 759 1513</box>
directory-entry: — J. A., Tischler, Zeughausmarkt 7, ✉ 3 <box>772 1351 1024 1367</box>
directory-entry: — H., Tischler, Goebenstr. 10, H. 2, ✉ 30 <box>140 928 401 944</box>
directory-entry: — J. J. F., Kreuzbrook 8, ✉ 35 <box>1085 899 1270 915</box>
directory-entry: — J., Schmied, Fruchtallee 121, H. 2, ✉ 19 <box>772 242 1044 258</box>
directory-entry: — Wwe. H. C., Marienthalerstr. 20, ✉ 5 <box>459 782 710 798</box>
directory-entry: — Ludwig, Wächter, Woltmannstr. 22, ✉ 1 <box>1085 1395 1352 1411</box>
column-head-entry: Petersen, J., Bilderrahmenfabrik, Lager von Gold-, Politur-, Eichen-, Antik-Leisten, B. Cto: Volksb., ☞ Ia, 512, Borgeschstr. 36/38 u. Danzigerstr. 33/41, Kobrow-Haus, ✉ 5, Wohn: Bismarckstrasse 11, ✉ 19 <box>772 156 1072 229</box>
directory-entry: — J. J., Eckernförderstr. 14, H. 9, ✉ 4 <box>1085 840 1321 856</box>
directory-entry: ☉ Johannes A. Petersen & Co., IR, Import u. Exp., Commission, Weine u. Spirituosen en gros, B. Cto: Fil. d. Dresdner B., Bst: zw. Pf. 16a u. 16b, T. Adr: Japetersen, ☞ III, 1328, Borgesch 4, ✉ 5 Lager: Bremerreihe 20/22, ✉ 5 <box>772 1366 1072 1455</box>
directory-entry: — Hugo, Dr. med., pract. Arzt, ☞ III, 4753, Hofweg 3, ✉ 21, Sprechst: 8½–9½ u. 4½–5½ <box>459 694 759 740</box>
directory-entry: — Heinr., Arbtr., Sieldeich 49, ✉ 28 <box>140 1483 367 1499</box>
directory-entry: — John, Schiffszimmerer, Hardenstr. 11, ✉ 27 <box>772 840 1064 856</box>
page-header <box>140 86 1385 142</box>
directory-entry: — Wwe. G. F., Emilienstr. 30, ✉ 19 <box>140 534 360 550</box>
directory-entry: — Jonny, Maschinenb., Asylstr. 6, ✉ 6 <box>772 1118 1011 1134</box>
directory-entry: — Frau Helene, ☞ I, 7562, neuer Jungfernstieg 10, ✉ 36 <box>459 330 759 360</box>
directory-entry: — H., Marinemaler, Hopfensack 18, ✉ 36 <box>140 797 404 813</box>
directory-entry: — H. P., Fettw., Hopfenstr. 25, ✉ 4 <box>459 1337 678 1353</box>
directory-entry: — J. H. Ferd., i/Fa George Wallis Nachf., Bismarckstr. 13, ✉ 19 <box>1085 753 1386 783</box>
directory-entry: — Herm., Schriftsetzer, Lockstedterweg 100, ✉ 20 <box>459 505 759 535</box>
directory-entry: — J., Zollassist., Lindenallee 4, ✉ 19 <box>772 227 1003 243</box>
directory-entry: — H., Aufseher, Ifflandstr. 44, H. 4, ✉ 24 <box>140 870 399 886</box>
directory-entry: — H. F., Kaufm., B. Cto: Hansab., Schleusenbrücke 8, ✉ 11 <box>459 1001 759 1032</box>
directory-entry: — Frl. J. L., Richardstr., Maria-Magdalenen-Kloster 27, ✉ 23 <box>1085 928 1386 959</box>
scan-binding-shadow <box>0 0 48 2177</box>
directory-entry: — Frau L., Billw. Steindamm 25, ✉ 35 <box>1085 1293 1327 1309</box>
directory-entry: — H., Steinbrügger, Hohestr. 66, ✉ 5 <box>140 622 377 637</box>
directory-entry: — Heinr., Masseur, Hamburgerstr. 21, H. 1, ✉ 29 <box>140 1424 445 1455</box>
directory-entry: — H. J. C., Drechslermstr., Silbersackstr. 34 Hths., ✉ 4 <box>459 1176 759 1207</box>
directory-entry: — Gustav, Dr. d. R., Rath, B. Cto: Vereinsbank, ☞ Ia, 911, gr. Theaterstr. 49, ✉ 35 <box>140 432 445 462</box>
directory-entry: — Herm., Vers.-Beamter, Schleidenplatz 30, ✉ 22 <box>459 549 759 579</box>
directory-entry: — J. C. M., Arbtr., Amandastr. 67, ✉ 6 <box>1085 213 1324 229</box>
directory-entry: — Johs., Sandstr. 3, ✉ 19 <box>772 1089 931 1104</box>
directory-entry: — Hans P., Gastwirthsch., Mansteinstr. 46, ✉ 30 <box>459 1351 759 1382</box>
directory-entry: — J. H. H., Comptoirist, Eichenstr. 37, ✉ 19 <box>1085 782 1362 798</box>
directory-entry: — Wwe. J. Diedr., ☞ IV, 2407, Hoheluftchaussee 107, ✉ 30 <box>1085 359 1386 389</box>
scan-top-margin <box>48 0 1600 58</box>
